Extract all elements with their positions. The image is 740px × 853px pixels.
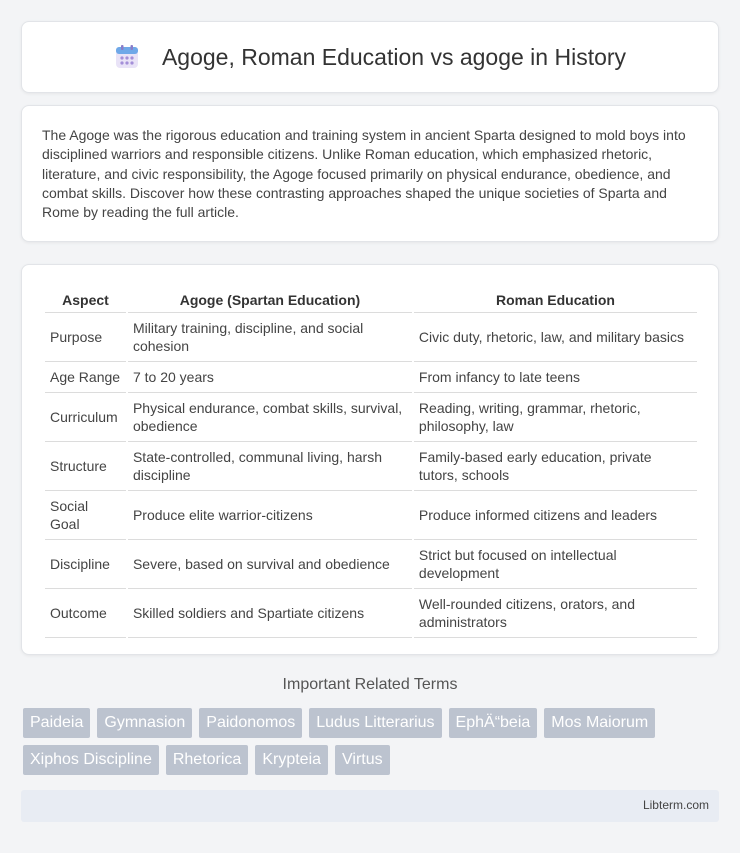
cell-agoge: Produce elite warrior-citizens [128, 491, 412, 540]
term-tag[interactable]: Paidonomos [199, 708, 302, 738]
cell-roman: From infancy to late teens [414, 362, 697, 393]
table-row [45, 313, 697, 362]
header-roman: Roman Education [414, 283, 697, 313]
term-tag[interactable]: Ludus Litterarius [309, 708, 441, 738]
table-row [45, 362, 697, 393]
term-tag[interactable]: Gymnasion [97, 708, 192, 738]
table-row [45, 491, 697, 540]
cell-aspect: Social Goal [45, 491, 126, 540]
term-tag[interactable]: Rhetorica [166, 745, 248, 775]
term-tag[interactable]: EphÄ“beia [449, 708, 538, 738]
intro-card [21, 105, 719, 242]
cell-roman: Civic duty, rhetoric, law, and military basics [414, 313, 697, 362]
cell-agoge: Severe, based on survival and obedience [128, 540, 412, 589]
header-agoge: Agoge (Spartan Education) [128, 283, 412, 313]
footer [21, 790, 719, 822]
title-card [21, 21, 719, 93]
cell-agoge: Physical endurance, combat skills, survival, obedience [128, 393, 412, 442]
cell-aspect: Age Range [45, 362, 126, 393]
page-title-wrap [114, 44, 626, 71]
cell-roman: Strict but focused on intellectual development [414, 540, 697, 589]
cell-aspect: Purpose [45, 313, 126, 362]
cell-agoge: Skilled soldiers and Spartiate citizens [128, 589, 412, 638]
footer-brand-link[interactable]: Libterm.com [642, 798, 709, 812]
cell-agoge: State-controlled, communal living, harsh discipline [128, 442, 412, 491]
intro-text: The Agoge was the rigorous education and training system in ancient Sparta designed to mold boys into disciplined warriors and responsible citizens. Unlike Roman education, which emphasized rhetoric, literature, and civic responsibility, the Agoge focused primarily on physical endurance, obedience, and combat skills. Discover how these contrasting approaches shaped the unique societies of Sparta and Rome by reading the full article. [42, 127, 686, 221]
comparison-table [43, 283, 699, 638]
term-tag[interactable]: Xiphos Discipline [23, 745, 159, 775]
table-row [45, 442, 697, 491]
table-row [45, 589, 697, 638]
cell-roman: Produce informed citizens and leaders [414, 491, 697, 540]
cell-roman: Well-rounded citizens, orators, and administrators [414, 589, 697, 638]
term-tag[interactable]: Virtus [335, 745, 390, 775]
cell-aspect: Structure [45, 442, 126, 491]
related-terms-title: Important Related Terms [282, 676, 458, 693]
cell-agoge: 7 to 20 years [128, 362, 412, 393]
cell-aspect: Curriculum [45, 393, 126, 442]
page-title: Agoge, Roman Education vs agoge in History [161, 43, 627, 70]
related-terms-list [23, 708, 723, 775]
header-aspect: Aspect [45, 283, 126, 313]
cell-roman: Family-based early education, private tutors, schools [414, 442, 697, 491]
calendar-icon [114, 44, 140, 70]
table-header-row [45, 283, 697, 313]
term-tag[interactable]: Paideia [23, 708, 90, 738]
comparison-table-card [21, 264, 719, 655]
cell-roman: Reading, writing, grammar, rhetoric, philosophy, law [414, 393, 697, 442]
term-tag[interactable]: Krypteia [255, 745, 328, 775]
cell-agoge: Military training, discipline, and social cohesion [128, 313, 412, 362]
table-row [45, 393, 697, 442]
table-row [45, 540, 697, 589]
cell-aspect: Discipline [45, 540, 126, 589]
cell-aspect: Outcome [45, 589, 126, 638]
term-tag[interactable]: Mos Maiorum [544, 708, 655, 738]
